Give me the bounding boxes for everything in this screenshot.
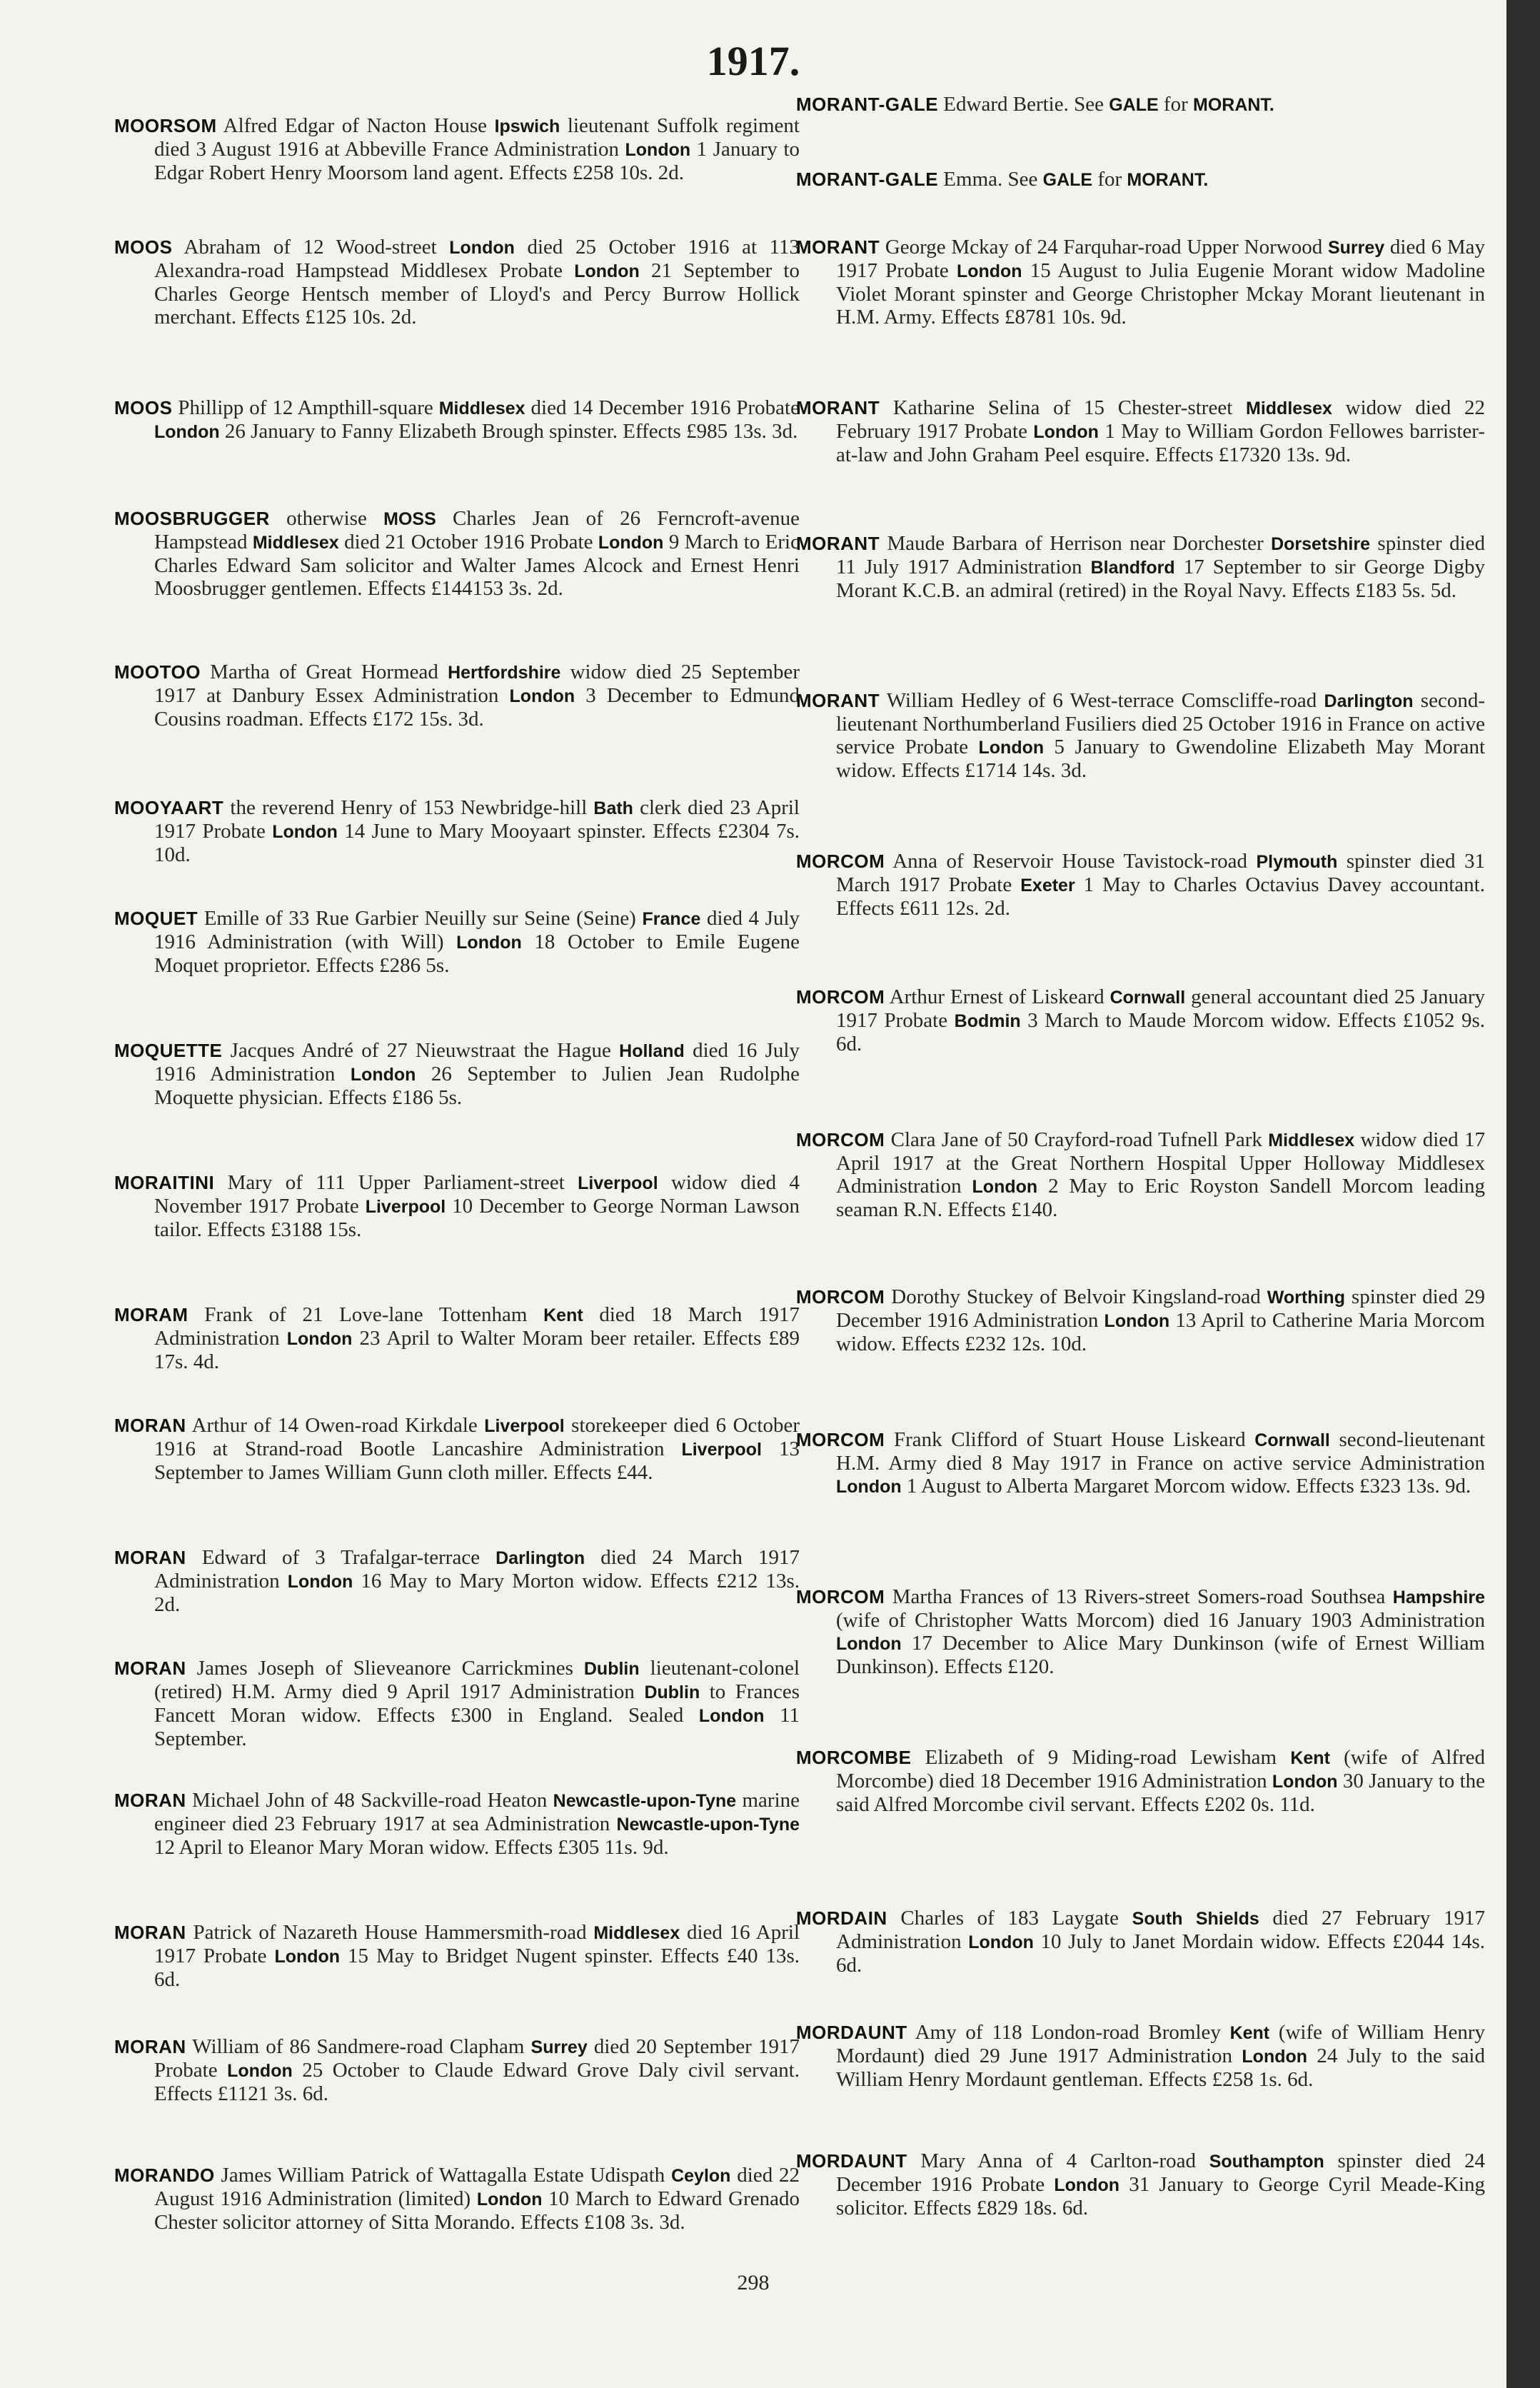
entry-text: 17 December to Alice Mary Dunkinson (wife of Ernest William Dunkinson). Effects £120. bbox=[836, 1632, 1485, 1678]
entry-place: London bbox=[449, 238, 515, 258]
entry-surname: MORDAIN bbox=[796, 1907, 887, 1929]
entry-surname: MOOTOO bbox=[114, 661, 201, 683]
entry-place: London bbox=[350, 1065, 416, 1085]
entry-text: Emille of 33 Rue Garbier Neuilly sur Seine (Seine) bbox=[203, 907, 643, 930]
entry-place: London bbox=[286, 1329, 353, 1349]
entry-place: Hampshire bbox=[1392, 1587, 1485, 1607]
entry-place: Middlesex bbox=[438, 398, 525, 418]
entry-text: died 22 August 1916 Administration (limited) bbox=[154, 2164, 800, 2210]
entry-text: widow died 25 September 1917 at Danbury Essex Administration bbox=[154, 661, 800, 707]
entry-text: 10 July to Janet Mordain widow. Effects £2044 14s. 6d. bbox=[836, 1930, 1485, 1977]
entry-text: died 24 March 1917 Administration bbox=[154, 1546, 800, 1592]
entry-text: 13 September to James William Gunn cloth miller. Effects £44. bbox=[154, 1438, 800, 1484]
entry-place: Dorsetshire bbox=[1271, 534, 1371, 554]
entry-surname: MORAN bbox=[114, 1922, 186, 1943]
entry-surname: MORANT bbox=[796, 236, 880, 258]
entry-text: Amy of 118 London-road Bromley bbox=[915, 2021, 1230, 2044]
entry-text: 26 September to Julien Jean Rudolphe Moquette physician. Effects £186 5s. bbox=[154, 1063, 800, 1109]
entry bbox=[796, 985, 1485, 1055]
entry-surname: MORANDO bbox=[114, 2164, 215, 2186]
entry-place: Plymouth bbox=[1256, 852, 1338, 872]
entry-surname: MORANT bbox=[796, 690, 880, 711]
entry-surname: MORCOM bbox=[796, 851, 885, 872]
entry-text: Michael John of 48 Sackville-road Heaton bbox=[192, 1789, 553, 1812]
entry-text: spinster died 11 July 1917 Administration bbox=[836, 532, 1485, 578]
entry-text: Frank of 21 Love-lane Tottenham bbox=[204, 1303, 544, 1326]
entry-place: Darlington bbox=[495, 1548, 585, 1568]
entry-place: Newcastle-upon-Tyne bbox=[553, 1791, 737, 1811]
entry-text: 17 September to sir George Digby Morant K.C.B. an admiral (retired) in the Royal Navy. Effects £183 5s. 5d. bbox=[836, 556, 1485, 602]
entry-text: 16 May to Mary Morton widow. Effects £212 13s. 2d. bbox=[154, 1570, 800, 1616]
entry bbox=[796, 1128, 1485, 1221]
entry bbox=[114, 1789, 800, 1859]
entry-place: London bbox=[598, 533, 664, 553]
entry-place: Bath bbox=[593, 798, 633, 818]
entry-text: widow died 22 February 1917 Probate bbox=[836, 396, 1486, 443]
entry bbox=[796, 1428, 1485, 1498]
entry-place: Hertfordshire bbox=[448, 663, 561, 683]
entry-place: Cornwall bbox=[1109, 988, 1186, 1008]
entry-text: second-lieutenant H.M. Army died 8 May 1917 in France on active service Administration bbox=[836, 1428, 1485, 1475]
scan-edge bbox=[1506, 0, 1540, 2388]
entry-text: Phillipp of 12 Ampthill-square bbox=[178, 396, 439, 419]
entry-surname: MOQUET bbox=[114, 908, 198, 929]
entry-text: died 21 October 1916 Probate bbox=[338, 531, 598, 553]
entry-text: Katharine Selina of 15 Chester-street bbox=[892, 396, 1247, 419]
entry-text: 1 August to Alberta Margaret Morcom widow. Effects £323 13s. 9d. bbox=[901, 1475, 1471, 1497]
entry-place: London bbox=[274, 1947, 341, 1967]
entry bbox=[114, 1546, 800, 1616]
entry-place: Dublin bbox=[644, 1682, 700, 1702]
entry bbox=[114, 907, 800, 977]
entry-text: widow died 4 November 1917 Probate bbox=[154, 1171, 800, 1218]
entry-place: London bbox=[154, 422, 220, 442]
entry-text: Charles of 183 Laygate bbox=[900, 1907, 1132, 1930]
entry-surname: MORCOM bbox=[796, 986, 885, 1008]
entry-text: James William Patrick of Wattagalla Estate Udispath bbox=[221, 2164, 672, 2187]
entry-surname: MORANT bbox=[796, 397, 880, 418]
entry-place: London bbox=[287, 1572, 353, 1592]
entry-text: 30 January to the said Alfred Morcombe civil servant. Effects £202 0s. 11d. bbox=[836, 1770, 1485, 1816]
entry-place: GALE bbox=[1109, 95, 1159, 115]
entry-place: Middlesex bbox=[252, 533, 339, 553]
entry-place: London bbox=[1104, 1311, 1170, 1331]
entry-place: Holland bbox=[619, 1041, 685, 1061]
entry-text: 18 October to Emile Eugene Moquet proprietor. Effects £286 5s. bbox=[154, 930, 800, 977]
entry-surname: MOOS bbox=[114, 236, 173, 258]
entry-place: London bbox=[1242, 2047, 1308, 2067]
entry bbox=[796, 1907, 1485, 1977]
entry-text: 9 March to Eric Charles Edward Sam solicitor and Walter James Alcock and Ernest Henri Moosbrugger gentlemen. Effects £144153 3s. 2d. bbox=[154, 531, 800, 600]
entry-place: Southampton bbox=[1209, 2152, 1324, 2172]
entry bbox=[796, 689, 1485, 782]
entry-text: storekeeper died 6 October 1916 at Strand-road Bootle Lancashire Administration bbox=[154, 1414, 800, 1460]
entry-text: Edward of 3 Trafalgar-terrace bbox=[201, 1546, 496, 1569]
entry-surname: MOQUETTE bbox=[114, 1040, 223, 1061]
entry-surname: MORCOM bbox=[796, 1586, 885, 1607]
entry-place: France bbox=[642, 909, 701, 929]
entry bbox=[796, 1285, 1485, 1355]
entry-text: 10 March to Edward Grenado Chester solicitor attorney of Sitta Morando. Effects £108 3s. 3d. bbox=[154, 2187, 800, 2234]
entry-text: spinster died 29 December 1916 Administration bbox=[836, 1285, 1485, 1332]
entry-text: to Frances Fancett Moran widow. Effects £300 in England. Sealed bbox=[154, 1680, 800, 1727]
entry bbox=[114, 396, 800, 443]
entry-text: the reverend Henry of 153 Newbridge-hill bbox=[230, 796, 594, 819]
entry-text: Frank Clifford of Stuart House Liskeard bbox=[893, 1428, 1255, 1451]
entry-place: Exeter bbox=[1020, 876, 1075, 896]
entry-text: (wife of Christopher Watts Morcom) died 16 January 1903 Administration bbox=[836, 1609, 1485, 1632]
entry-place: Kent bbox=[1229, 2023, 1270, 2043]
entry bbox=[114, 661, 800, 731]
entry-text: George Mckay of 24 Farquhar-road Upper Norwood bbox=[885, 236, 1328, 259]
entry bbox=[114, 2035, 800, 2105]
entry-place: London bbox=[698, 1706, 765, 1726]
entry-place: South Shields bbox=[1132, 1909, 1259, 1929]
entry bbox=[796, 2149, 1485, 2219]
entry-surname: MORAN bbox=[114, 1790, 186, 1811]
entry-place: London bbox=[1033, 422, 1099, 442]
entry-place: MORANT. bbox=[1127, 170, 1209, 190]
entry-place: GALE bbox=[1042, 170, 1093, 190]
entry-text: died 16 April 1917 Probate bbox=[154, 1921, 800, 1967]
entry bbox=[114, 236, 800, 328]
entry-place: Liverpool bbox=[365, 1197, 446, 1217]
entry bbox=[796, 93, 1485, 116]
entry-place: Surrey bbox=[1327, 238, 1385, 258]
entry bbox=[114, 1039, 800, 1109]
entry-place: London bbox=[509, 686, 575, 706]
entry-text: died 6 May 1917 Probate bbox=[836, 236, 1486, 282]
entry-place: London bbox=[978, 738, 1045, 758]
entry-place: Cornwall bbox=[1254, 1430, 1330, 1450]
entry-place: London bbox=[1054, 2175, 1120, 2195]
page-year-heading: 1917. bbox=[706, 38, 800, 84]
entry-surname: MORAM bbox=[114, 1304, 188, 1325]
entry bbox=[114, 114, 800, 184]
entry-surname: MORCOM bbox=[796, 1129, 885, 1150]
entry bbox=[796, 168, 1485, 191]
entry bbox=[796, 532, 1485, 602]
entry-place: Blandford bbox=[1090, 558, 1175, 578]
entry-place: London bbox=[968, 1932, 1034, 1952]
entry bbox=[114, 1414, 800, 1484]
entry-place: London bbox=[836, 1634, 902, 1654]
entry-text: Elizabeth of 9 Miding-road Lewisham bbox=[925, 1746, 1291, 1769]
entry-text: 2 May to Eric Royston Sandell Morcom leading seaman R.N. Effects £140. bbox=[836, 1175, 1485, 1221]
entry-text: second-lieutenant Northumberland Fusiliers died 25 October 1916 in France on active service Probate bbox=[836, 689, 1485, 758]
entry-place: Middlesex bbox=[593, 1923, 680, 1943]
entry-text: 21 September to Charles George Hentsch member of Lloyd's and Percy Burrow Hollick merchant. Effects £125 10s. 2d. bbox=[154, 259, 800, 328]
entry bbox=[114, 507, 800, 600]
entry-surname: MORAN bbox=[114, 1657, 186, 1679]
entry-text: 10 December to George Norman Lawson tailor. Effects £3188 15s. bbox=[154, 1195, 800, 1241]
entry-text: 12 April to Eleanor Mary Moran widow. Effects £305 11s. 9d. bbox=[154, 1836, 669, 1859]
entry-place: Worthing bbox=[1267, 1288, 1345, 1308]
page-number: 298 bbox=[737, 2271, 770, 2294]
entry-surname: MORAN bbox=[114, 2036, 186, 2057]
entry-text: died 20 September 1917 Probate bbox=[154, 2035, 800, 2082]
entry-text: died 25 October 1916 at 113 Alexandra-road Hampstead Middlesex Probate bbox=[154, 236, 800, 282]
entry-place: Ceylon bbox=[671, 2166, 731, 2186]
entry-text: 1 January to Edgar Robert Henry Moorsom land agent. Effects £258 10s. 2d. bbox=[154, 138, 800, 184]
entry-text: Martha Frances of 13 Rivers-street Somers-road Southsea bbox=[892, 1585, 1393, 1608]
entry-place: Liverpool bbox=[578, 1173, 658, 1193]
entry-text: lieutenant Suffolk regiment died 3 August 1916 at Abbeville France Administration bbox=[154, 114, 800, 161]
entry-surname: MORAN bbox=[114, 1547, 186, 1568]
entry-text: Clara Jane of 50 Crayford-road Tufnell Park bbox=[890, 1128, 1269, 1151]
entry-text: spinster died 31 March 1917 Probate bbox=[836, 850, 1485, 896]
entry-text: for bbox=[1158, 93, 1193, 116]
entry-text: Dorothy Stuckey of Belvoir Kingsland-road bbox=[891, 1285, 1267, 1308]
entry-text: James Joseph of Slieveanore Carrickmines bbox=[196, 1657, 584, 1680]
entry-text: otherwise bbox=[286, 507, 384, 530]
entry-place: London bbox=[972, 1177, 1038, 1197]
entry-place: London bbox=[227, 2061, 293, 2081]
entry-surname: MORAITINI bbox=[114, 1172, 215, 1193]
entry-surname: MORANT bbox=[796, 533, 880, 554]
entry bbox=[114, 1921, 800, 1991]
entry-text: 14 June to Mary Mooyaart spinster. Effects £2304 7s. 10d. bbox=[154, 820, 800, 866]
entry-text: died 14 December 1916 Probate bbox=[525, 396, 800, 419]
entry-place: Middlesex bbox=[1268, 1130, 1355, 1150]
entry-place: London bbox=[574, 261, 640, 281]
entry-place: Dublin bbox=[583, 1659, 640, 1679]
entry-surname: MOOYAART bbox=[114, 797, 224, 818]
entry-text: 3 December to Edmund Cousins roadman. Effects £172 15s. 3d. bbox=[154, 684, 800, 731]
entry-text: (wife of William Henry Mordaunt) died 29 June 1917 Administration bbox=[836, 2021, 1485, 2067]
entry bbox=[796, 850, 1485, 920]
entry-text: William of 86 Sandmere-road Clapham bbox=[192, 2035, 531, 2058]
entry-text: (wife of Alfred Morcombe) died 18 December 1916 Administration bbox=[836, 1746, 1486, 1792]
entry-text: Jacques André of 27 Nieuwstraat the Hague bbox=[230, 1039, 620, 1062]
entry-surname: MORCOM bbox=[796, 1429, 885, 1450]
entry-text: Anna of Reservoir House Tavistock-road bbox=[892, 850, 1257, 873]
entry-text: marine engineer died 23 February 1917 at sea Administration bbox=[154, 1789, 800, 1835]
entry-text: 15 May to Bridget Nugent spinster. Effects £40 13s. 6d. bbox=[154, 1945, 800, 1991]
entry bbox=[114, 2164, 800, 2234]
entry-text: 24 July to the said William Henry Mordaunt gentleman. Effects £258 1s. 6d. bbox=[836, 2045, 1485, 2091]
entry-text: clerk died 23 April 1917 Probate bbox=[154, 796, 800, 843]
entry-text: spinster died 24 December 1916 Probate bbox=[836, 2149, 1486, 2196]
entry bbox=[796, 1585, 1485, 1678]
entry-text: Alfred Edgar of Nacton House bbox=[223, 114, 495, 137]
entry-text: Maude Barbara of Herrison near Dorchester bbox=[887, 532, 1272, 555]
entry-surname: MOORSOM bbox=[114, 115, 217, 136]
entry-place: London bbox=[956, 261, 1022, 281]
entry-text: 1 May to William Gordon Fellowes barrister-at-law and John Graham Peel esquire. Effects £17320 13s. 9d. bbox=[836, 420, 1485, 466]
entry bbox=[114, 1303, 800, 1373]
entry-text: 1 May to Charles Octavius Davey accountant. Effects £611 12s. 2d. bbox=[836, 873, 1485, 920]
entry-surname: MOOS bbox=[114, 397, 173, 418]
entry-place: MOSS bbox=[383, 509, 436, 529]
entry-surname: MOOSBRUGGER bbox=[114, 508, 270, 529]
entry-text: 3 March to Maude Morcom widow. Effects £1052 9s. 6d. bbox=[836, 1009, 1485, 1055]
entry-text: Patrick of Nazareth House Hammersmith-road bbox=[193, 1921, 594, 1944]
entry-place: London bbox=[625, 140, 691, 160]
entry-place: Darlington bbox=[1324, 691, 1414, 711]
entry bbox=[114, 1171, 800, 1241]
entry-text: 25 October to Claude Edward Grove Daly civil servant. Effects £1121 3s. 6d. bbox=[154, 2059, 800, 2105]
entry-place: Kent bbox=[543, 1305, 583, 1325]
entry-text: 23 April to Walter Moram beer retailer. Effects £89 17s. 4d. bbox=[154, 1327, 800, 1373]
entry-surname: MORCOMBE bbox=[796, 1747, 912, 1768]
entry-surname: MORANT-GALE bbox=[796, 169, 939, 190]
entry-place: London bbox=[1272, 1772, 1338, 1792]
entry-place: London bbox=[836, 1477, 902, 1497]
entry-text: widow died 17 April 1917 at the Great Northern Hospital Upper Holloway Middlesex Administration bbox=[836, 1128, 1485, 1198]
entry-text: 15 August to Julia Eugenie Morant widow Madoline Violet Morant spinster and George Christopher Mckay Morant lieutenant in H.M. Army. Effects £8781 10s. 9d. bbox=[836, 259, 1485, 328]
entry-place: Surrey bbox=[530, 2037, 588, 2057]
entry bbox=[114, 796, 800, 866]
entry bbox=[796, 2021, 1485, 2091]
entry-text: William Hedley of 6 West-terrace Comscliffe-road bbox=[886, 689, 1324, 712]
entry-place: London bbox=[476, 2189, 543, 2209]
entry bbox=[114, 1657, 800, 1750]
entry-place: Ipswich bbox=[494, 116, 560, 136]
entry-place: Bodmin bbox=[954, 1011, 1021, 1031]
entry bbox=[796, 236, 1485, 328]
entry bbox=[796, 396, 1485, 466]
entry-text: Martha of Great Hormead bbox=[210, 661, 448, 683]
entry-place: MORANT. bbox=[1193, 95, 1274, 115]
entry-surname: MORANT-GALE bbox=[796, 94, 939, 115]
entry-text: Charles Jean of 26 Ferncroft-avenue Hampstead bbox=[154, 507, 800, 553]
entry-surname: MORAN bbox=[114, 1415, 186, 1436]
entry-text: Emma. See bbox=[943, 168, 1043, 191]
entry-text: died 18 March 1917 Administration bbox=[154, 1303, 800, 1350]
entry-text: Arthur Ernest of Liskeard bbox=[889, 985, 1110, 1008]
entry-text: died 27 February 1917 Administration bbox=[836, 1907, 1485, 1953]
entry-surname: MORCOM bbox=[796, 1286, 885, 1308]
entry-place: London bbox=[456, 933, 522, 953]
entry-text: died 4 July 1916 Administration (with Will) bbox=[154, 907, 800, 953]
entry-text: 5 January to Gwendoline Elizabeth May Morant widow. Effects £1714 14s. 3d. bbox=[836, 736, 1486, 782]
entry-text: 11 September. bbox=[154, 1704, 800, 1750]
entry-place: Liverpool bbox=[681, 1440, 762, 1460]
entry-text: Mary Anna of 4 Carlton-road bbox=[920, 2149, 1209, 2172]
entry-text: Abraham of 12 Wood-street bbox=[183, 236, 450, 259]
entry-text: 13 April to Catherine Maria Morcom widow. Effects £232 12s. 10d. bbox=[836, 1309, 1485, 1355]
entry-text: Mary of 111 Upper Parliament-street bbox=[227, 1171, 578, 1194]
entry bbox=[796, 1746, 1485, 1816]
entry-text: lieutenant-colonel (retired) H.M. Army died 9 April 1917 Administration bbox=[154, 1657, 800, 1703]
entry-text: for bbox=[1092, 168, 1127, 191]
entry-place: London bbox=[272, 822, 338, 842]
entry-place: Newcastle-upon-Tyne bbox=[616, 1815, 800, 1835]
entry-surname: MORDAUNT bbox=[796, 2150, 907, 2172]
entry-text: Edward Bertie. See bbox=[943, 93, 1109, 116]
entry-place: Liverpool bbox=[484, 1416, 565, 1436]
entry-text: general accountant died 25 January 1917 Probate bbox=[836, 985, 1486, 1032]
entry-text: 26 January to Fanny Elizabeth Brough spinster. Effects £985 13s. 3d. bbox=[219, 420, 798, 443]
entry-place: Kent bbox=[1290, 1748, 1330, 1768]
entry-text: died 16 July 1916 Administration bbox=[154, 1039, 800, 1085]
entry-place: Middlesex bbox=[1246, 398, 1332, 418]
entry-surname: MORDAUNT bbox=[796, 2022, 907, 2043]
entry-text: Arthur of 14 Owen-road Kirkdale bbox=[191, 1414, 485, 1437]
entry-text: 31 January to George Cyril Meade-King solicitor. Effects £829 18s. 6d. bbox=[836, 2173, 1486, 2219]
